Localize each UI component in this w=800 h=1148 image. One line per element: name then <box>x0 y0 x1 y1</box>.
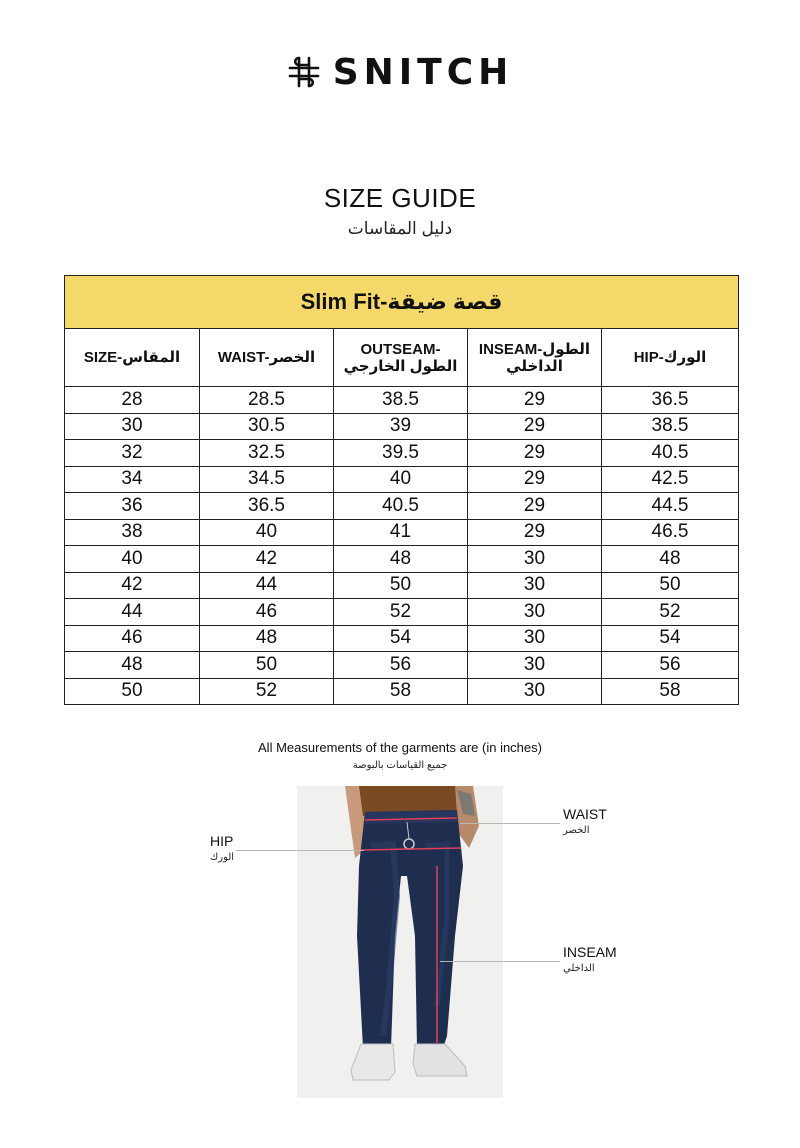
table-cell: 40 <box>65 546 200 573</box>
table-cell: 29 <box>468 519 602 546</box>
table-cell: 56 <box>602 652 739 679</box>
table-cell: 30 <box>468 625 602 652</box>
table-cell: 38 <box>65 519 200 546</box>
table-cell: 52 <box>334 599 468 626</box>
table-cell: 29 <box>468 413 602 440</box>
table-cell: 29 <box>468 466 602 493</box>
table-cell: 40.5 <box>602 440 739 467</box>
column-header-waist: WAIST-الخصر <box>200 329 334 387</box>
fit-title: Slim Fit-قصة ضيقة <box>65 276 739 329</box>
size-guide-table <box>64 275 739 705</box>
table-row <box>65 440 739 467</box>
table-row <box>65 413 739 440</box>
table-cell: 40 <box>334 466 468 493</box>
table-cell: 50 <box>200 652 334 679</box>
table-cell: 54 <box>334 625 468 652</box>
inseam-label-arabic: الداخلي <box>563 963 595 974</box>
column-header-inseam: INSEAM-الطول الداخلي <box>468 329 602 387</box>
jeans-model-photo <box>297 786 503 1098</box>
table-cell: 30 <box>65 413 200 440</box>
table-cell: 50 <box>602 572 739 599</box>
table-cell: 30 <box>468 678 602 705</box>
table-cell: 42.5 <box>602 466 739 493</box>
measurement-note: All Measurements of the garments are (in inches) <box>258 740 542 755</box>
inseam-leader-line <box>440 961 560 962</box>
snitch-hash-logo-icon <box>287 55 321 89</box>
table-cell: 38.5 <box>334 387 468 414</box>
waist-label-arabic: الخصر <box>563 825 590 836</box>
table-cell: 38.5 <box>602 413 739 440</box>
table-cell: 48 <box>65 652 200 679</box>
jeans-illustration <box>297 786 503 1098</box>
table-cell: 32.5 <box>200 440 334 467</box>
table-cell: 36.5 <box>200 493 334 520</box>
table-row <box>65 546 739 573</box>
page-title: SIZE GUIDE <box>323 183 477 213</box>
table-row <box>65 678 739 705</box>
brand-logo <box>0 48 800 96</box>
table-row <box>65 493 739 520</box>
hip-label: HIP <box>210 833 234 849</box>
table-cell: 36.5 <box>602 387 739 414</box>
table-cell: 46.5 <box>602 519 739 546</box>
table-cell: 58 <box>602 678 739 705</box>
table-cell: 42 <box>200 546 334 573</box>
table-cell: 39 <box>334 413 468 440</box>
table-cell: 29 <box>468 493 602 520</box>
table-cell: 44.5 <box>602 493 739 520</box>
table-row <box>65 387 739 414</box>
table-cell: 28.5 <box>200 387 334 414</box>
table-cell: 42 <box>65 572 200 599</box>
table-cell: 32 <box>65 440 200 467</box>
table-row <box>65 625 739 652</box>
table-cell: 29 <box>468 387 602 414</box>
table-cell: 52 <box>602 599 739 626</box>
table-row <box>65 519 739 546</box>
table-row <box>65 599 739 626</box>
column-header-hip: HIP-الورك <box>602 329 739 387</box>
page-title-arabic: دليل المقاسات <box>347 219 453 238</box>
table-cell: 48 <box>602 546 739 573</box>
table-cell: 30 <box>468 572 602 599</box>
table-cell: 50 <box>334 572 468 599</box>
table-row <box>65 572 739 599</box>
table-cell: 40 <box>200 519 334 546</box>
table-cell: 39.5 <box>334 440 468 467</box>
table-cell: 30.5 <box>200 413 334 440</box>
fit-title-row <box>65 276 739 329</box>
table-cell: 28 <box>65 387 200 414</box>
table-cell: 56 <box>334 652 468 679</box>
measurement-note-arabic: جميع القياسات بالبوصة <box>352 760 448 771</box>
hip-leader-line <box>236 850 364 851</box>
table-cell: 34 <box>65 466 200 493</box>
waist-label: WAIST <box>563 806 607 822</box>
waist-leader-line <box>460 823 560 824</box>
table-cell: 36 <box>65 493 200 520</box>
column-header-outseam: OUTSEAM- الطول الخارجي <box>334 329 468 387</box>
table-cell: 52 <box>200 678 334 705</box>
table-cell: 46 <box>65 625 200 652</box>
column-header-size: SIZE-المقاس <box>65 329 200 387</box>
table-row <box>65 466 739 493</box>
brand-name: SNITCH <box>332 51 514 93</box>
table-cell: 48 <box>334 546 468 573</box>
table-cell: 30 <box>468 546 602 573</box>
table-cell: 50 <box>65 678 200 705</box>
table-cell: 30 <box>468 652 602 679</box>
table-cell: 54 <box>602 625 739 652</box>
table-cell: 29 <box>468 440 602 467</box>
column-header-row <box>65 329 739 387</box>
hip-label-arabic: الورك <box>210 852 235 863</box>
table-row <box>65 652 739 679</box>
table-cell: 44 <box>200 572 334 599</box>
table-cell: 41 <box>334 519 468 546</box>
inseam-label: INSEAM <box>563 944 617 960</box>
table-cell: 46 <box>200 599 334 626</box>
table-cell: 58 <box>334 678 468 705</box>
table-cell: 48 <box>200 625 334 652</box>
table-cell: 44 <box>65 599 200 626</box>
table-cell: 34.5 <box>200 466 334 493</box>
table-cell: 40.5 <box>334 493 468 520</box>
table-cell: 30 <box>468 599 602 626</box>
